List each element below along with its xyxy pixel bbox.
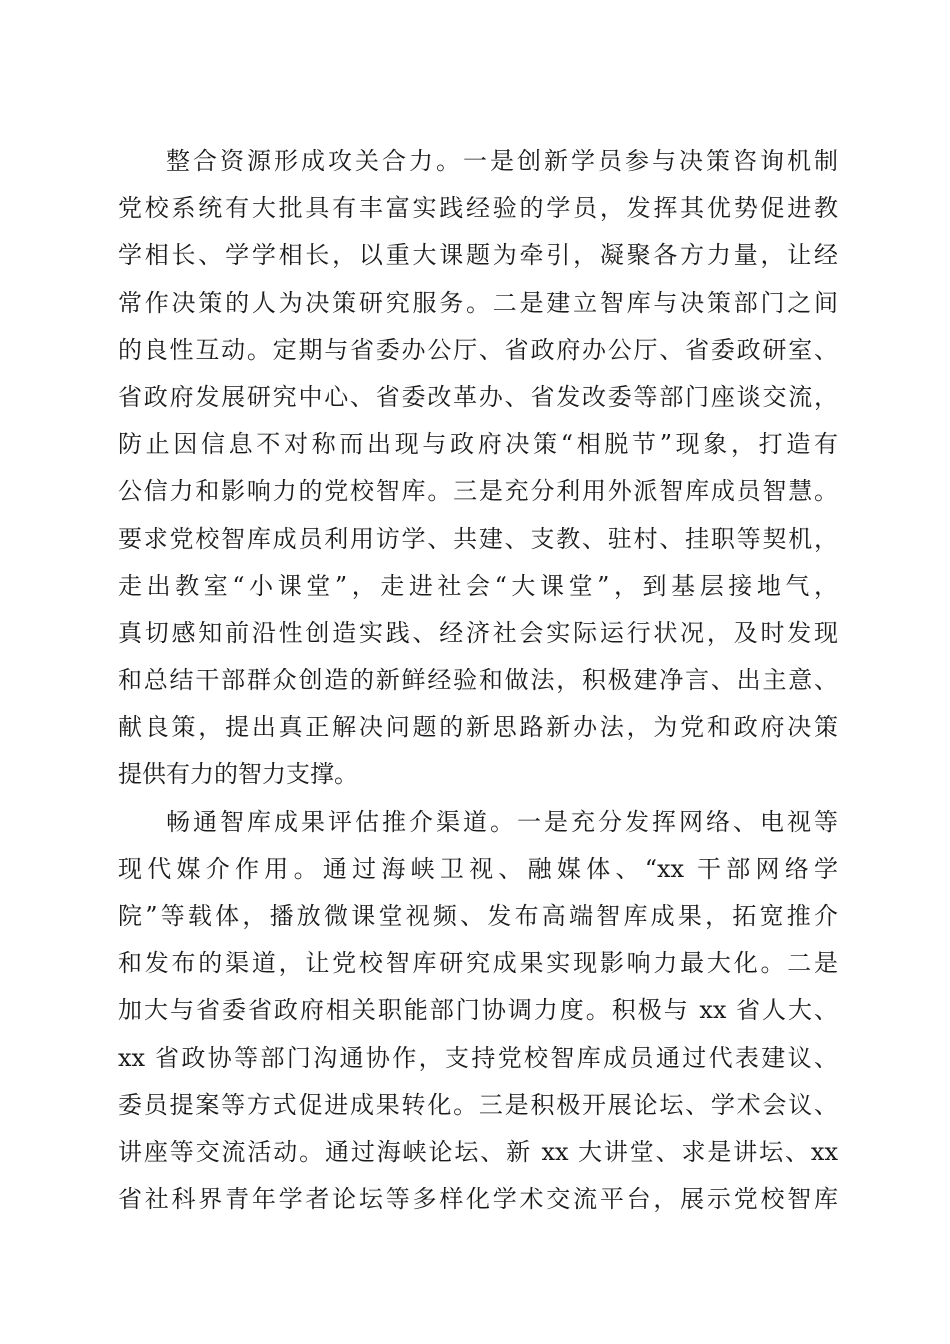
paragraph-line: 防止因信息不对称而出现与政府决策“相脱节”现象，打造有 [118, 430, 838, 459]
paragraph-line: 要求党校智库成员利用访学、共建、支教、驻村、挂职等契机， [118, 524, 838, 553]
paragraph-line: 和发布的渠道，让党校智库研究成果实现影响力最大化。二是 [118, 949, 838, 978]
paragraph-line: 常作决策的人为决策研究服务。二是建立智库与决策部门之间 [118, 288, 838, 317]
paragraph-evaluation-channels [118, 799, 838, 1224]
paragraph-line: 献良策，提出真正解决问题的新思路新办法，为党和政府决策 [118, 713, 838, 742]
paragraph-line: 委员提案等方式促进成果转化。三是积极开展论坛、学术会议、 [118, 1090, 838, 1119]
paragraph-line: 和总结干部群众创造的新鲜经验和做法，积极建净言、出主意、 [118, 666, 838, 695]
paragraph-line: 整合资源形成攻关合力。一是创新学员参与决策咨询机制 [166, 147, 838, 175]
paragraph-line: 加大与省委省政府相关职能部门协调力度。积极与 xx 省人大、 [118, 996, 838, 1025]
paragraph-line: 的良性互动。定期与省委办公厅、省政府办公厅、省委政研室、 [118, 335, 838, 364]
paragraph-line: 真切感知前沿性创造实践、经济社会实际运行状况，及时发现 [118, 618, 838, 647]
paragraph-line: 现代媒介作用。通过海峡卫视、融媒体、“xx 干部网络学 [118, 854, 838, 883]
paragraph-line: 走出教室“小课堂”，走进社会“大课堂”，到基层接地气， [118, 571, 838, 600]
paragraph-resource-integration [118, 138, 838, 799]
paragraph-line: 提供有力的智力支撑。 [118, 760, 358, 789]
paragraph-line: 讲座等交流活动。通过海峡论坛、新 xx 大讲堂、求是讲坛、xx [118, 1137, 838, 1166]
paragraph-line: 畅通智库成果评估推介渠道。一是充分发挥网络、电视等 [166, 807, 838, 836]
document-body [118, 138, 838, 1223]
paragraph-line: xx 省政协等部门沟通协作，支持党校智库成员通过代表建议、 [118, 1043, 838, 1072]
paragraph-line: 院”等载体，播放微课堂视频、发布高端智库成果，拓宽推介 [118, 902, 838, 930]
paragraph-line: 省社科界青年学者论坛等多样化学术交流平台，展示党校智库 [118, 1185, 838, 1214]
paragraph-line: 省政府发展研究中心、省委改革办、省发改委等部门座谈交流， [118, 382, 838, 411]
paragraph-line: 学相长、学学相长，以重大课题为牵引，凝聚各方力量，让经 [118, 241, 838, 270]
paragraph-line: 公信力和影响力的党校智库。三是充分利用外派智库成员智慧。 [118, 477, 838, 506]
paragraph-line: 党校系统有大批具有丰富实践经验的学员，发挥其优势促进教 [118, 194, 838, 223]
